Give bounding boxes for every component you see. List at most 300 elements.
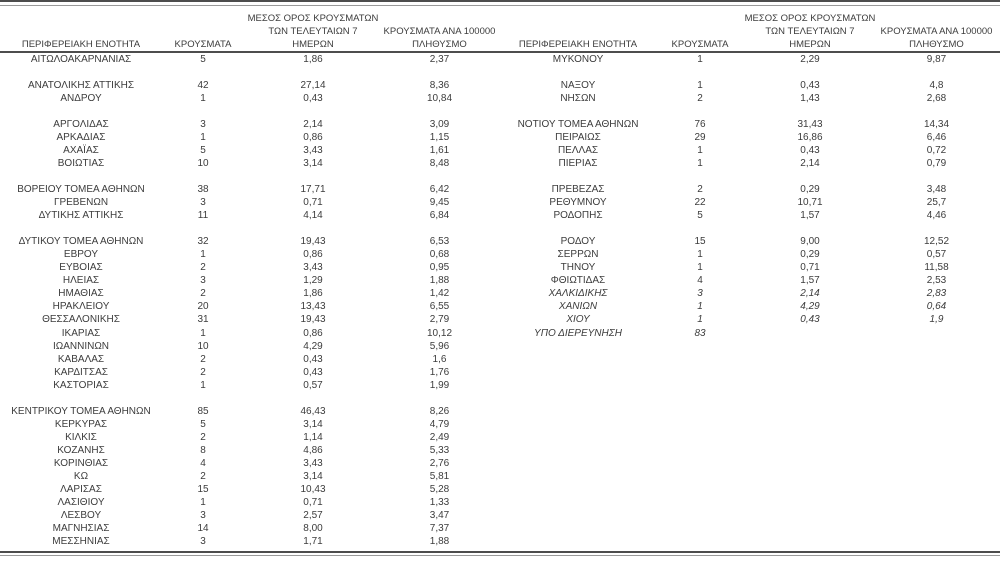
cases-cell: 3 bbox=[200, 275, 206, 287]
avg7-cell: 0,29 bbox=[800, 249, 820, 261]
top-border-dark bbox=[0, 0, 1000, 2]
region-cell: ΕΥΒΟΙΑΣ bbox=[59, 262, 103, 274]
cases-cell: 1 bbox=[200, 497, 206, 509]
region-cell: ΔΥΤΙΚΗΣ ΑΤΤΙΚΗΣ bbox=[38, 210, 124, 222]
region-cell: ΒΟΙΩΤΙΑΣ bbox=[57, 157, 105, 169]
col-header-per100k bbox=[877, 25, 996, 51]
table-row bbox=[2, 118, 499, 131]
table-row bbox=[2, 405, 499, 418]
per100k-cell: 9,87 bbox=[926, 53, 947, 65]
col-header-avg7-line1: ΜΕΣΟΣ ΟΡΟΣ ΚΡΟΥΣΜΑΤΩΝ bbox=[247, 13, 379, 24]
table-row bbox=[2, 183, 499, 196]
cases-cell: 20 bbox=[197, 301, 209, 313]
per100k-cell: 12,52 bbox=[923, 236, 950, 248]
table-row-blank bbox=[499, 353, 996, 366]
cases-table-left bbox=[2, 6, 499, 549]
per100k-cell: 10,12 bbox=[426, 327, 453, 339]
region-cell: ΚΕΝΤΡΙΚΟΥ ΤΟΜΕΑ ΑΘΗΝΩΝ bbox=[11, 405, 151, 417]
region-cell: ΜΥΚΟΝΟΥ bbox=[552, 53, 604, 65]
table-row-blank bbox=[2, 170, 499, 183]
region-cell: ΚΟΡΙΝΘΙΑΣ bbox=[53, 457, 109, 469]
cases-cell: 3 bbox=[200, 197, 206, 209]
per100k-cell: 1,76 bbox=[429, 366, 450, 378]
col-header-avg7-line3: ΗΜΕΡΩΝ bbox=[789, 39, 831, 50]
cases-cell: 1 bbox=[697, 249, 703, 261]
avg7-cell: 3,14 bbox=[303, 157, 323, 169]
avg7-cell: 0,57 bbox=[303, 379, 323, 391]
per100k-cell: 1,15 bbox=[429, 131, 450, 143]
region-cell: ΗΡΑΚΛΕΙΟΥ bbox=[52, 301, 110, 313]
per100k-cell: 3,47 bbox=[429, 510, 450, 522]
per100k-cell: 11,58 bbox=[924, 262, 949, 274]
table-row bbox=[499, 183, 996, 196]
region-cell: ΧΑΛΚΙΔΙΚΗΣ bbox=[548, 288, 608, 300]
table-row bbox=[499, 262, 996, 275]
cases-cell: 1 bbox=[697, 314, 703, 326]
table-row-blank bbox=[2, 66, 499, 79]
region-cell: ΒΟΡΕΙΟΥ ΤΟΜΕΑ ΑΘΗΝΩΝ bbox=[17, 183, 145, 195]
avg7-cell: 0,71 bbox=[800, 262, 820, 274]
cases-cell: 1 bbox=[697, 79, 703, 91]
table-row bbox=[2, 92, 499, 105]
table-row bbox=[499, 288, 996, 301]
region-cell: ΝΟΤΙΟΥ ΤΟΜΕΑ ΑΘΗΝΩΝ bbox=[517, 118, 639, 130]
table-row bbox=[2, 301, 499, 314]
cases-cell: 4 bbox=[697, 275, 703, 287]
table-row bbox=[2, 249, 499, 262]
table-row bbox=[2, 288, 499, 301]
avg7-cell: 0,71 bbox=[303, 197, 323, 209]
avg7-cell: 4,29 bbox=[800, 301, 820, 313]
region-cell: ΡΟΔΟΠΗΣ bbox=[553, 210, 603, 222]
per100k-cell: 1,33 bbox=[429, 497, 450, 509]
cases-cell: 15 bbox=[197, 484, 209, 496]
cases-cell: 2 bbox=[200, 353, 206, 365]
table-row bbox=[499, 314, 996, 327]
table-row bbox=[499, 210, 996, 223]
table-row bbox=[2, 236, 499, 249]
cases-cell: 2 bbox=[697, 92, 703, 104]
col-header-avg7 bbox=[246, 12, 380, 51]
per100k-cell: 4,79 bbox=[429, 418, 450, 430]
cases-cell: 2 bbox=[200, 431, 206, 443]
cases-cell: 3 bbox=[697, 288, 703, 300]
col-header-avg7-line3: ΗΜΕΡΩΝ bbox=[292, 39, 334, 50]
region-cell: ΧΑΝΙΩΝ bbox=[558, 301, 598, 313]
table-row bbox=[2, 262, 499, 275]
table-row-blank bbox=[499, 366, 996, 379]
avg7-cell: 2,14 bbox=[303, 118, 323, 130]
avg7-cell: 3,14 bbox=[303, 418, 323, 430]
table-row bbox=[499, 53, 996, 66]
cases-cell: 14 bbox=[197, 523, 209, 535]
cases-cell: 3 bbox=[200, 536, 206, 548]
per100k-cell: 6,55 bbox=[429, 301, 450, 313]
avg7-cell: 0,43 bbox=[800, 79, 820, 91]
cases-cell: 2 bbox=[200, 288, 206, 300]
per100k-cell: 2,49 bbox=[429, 431, 450, 443]
table-row bbox=[2, 353, 499, 366]
per100k-cell: 6,84 bbox=[429, 210, 450, 222]
per100k-cell: 1,61 bbox=[429, 144, 450, 156]
region-cell: ΑΧΑΪΑΣ bbox=[63, 144, 99, 156]
col-header-per100k bbox=[380, 25, 499, 51]
table-row bbox=[2, 131, 499, 144]
region-cell: ΚΩ bbox=[73, 471, 89, 483]
region-cell: ΧΙΟΥ bbox=[566, 314, 590, 326]
avg7-cell: 0,86 bbox=[303, 131, 323, 143]
avg7-cell: 13,43 bbox=[300, 301, 326, 313]
avg7-cell: 3,43 bbox=[303, 262, 323, 274]
per100k-cell: 6,46 bbox=[926, 131, 947, 143]
region-cell: ΡΕΘΥΜΝΟΥ bbox=[549, 197, 607, 209]
table-row-blank bbox=[499, 66, 996, 79]
cases-cell: 11 bbox=[197, 210, 209, 222]
table-row-blank bbox=[499, 497, 996, 510]
cases-table-right bbox=[499, 6, 996, 549]
table-row bbox=[2, 157, 499, 170]
bottom-border-gray bbox=[0, 555, 1000, 556]
table-row-blank bbox=[499, 340, 996, 353]
cases-cell: 10 bbox=[197, 340, 209, 352]
per100k-cell: 1,88 bbox=[429, 536, 450, 548]
table-row bbox=[499, 118, 996, 131]
table-row-blank bbox=[499, 457, 996, 470]
per100k-cell: 3,48 bbox=[926, 183, 947, 195]
table-row bbox=[499, 236, 996, 249]
avg7-cell: 8,00 bbox=[303, 523, 323, 535]
avg7-cell: 9,00 bbox=[800, 236, 820, 248]
per100k-cell: 4,8 bbox=[929, 79, 944, 91]
region-cell: ΑΝΔΡΟΥ bbox=[60, 92, 102, 104]
avg7-cell: 0,43 bbox=[303, 366, 323, 378]
avg7-cell: 1,57 bbox=[800, 275, 820, 287]
cases-cell: 42 bbox=[197, 79, 209, 91]
table-row bbox=[2, 523, 499, 536]
cases-cell: 3 bbox=[200, 510, 206, 522]
region-cell: ΛΑΣΙΘΙΟΥ bbox=[57, 497, 105, 509]
region-cell: ΚΟΖΑΝΗΣ bbox=[57, 444, 105, 456]
avg7-cell: 4,86 bbox=[303, 444, 323, 456]
cases-cell: 2 bbox=[200, 471, 206, 483]
per100k-cell: 5,28 bbox=[429, 484, 450, 496]
table-row bbox=[2, 197, 499, 210]
table-row bbox=[499, 275, 996, 288]
per100k-cell: 25,7 bbox=[926, 197, 947, 209]
table-row bbox=[2, 379, 499, 392]
table-row bbox=[2, 431, 499, 444]
per100k-cell: 0,57 bbox=[926, 249, 947, 261]
region-cell: ΠΕΛΛΑΣ bbox=[557, 144, 599, 156]
region-cell: ΛΕΣΒΟΥ bbox=[60, 510, 102, 522]
cases-cell: 1 bbox=[697, 262, 703, 274]
region-cell: ΔΥΤΙΚΟΥ ΤΟΜΕΑ ΑΘΗΝΩΝ bbox=[18, 236, 144, 248]
per100k-cell: 0,95 bbox=[429, 262, 450, 274]
table-header bbox=[499, 6, 996, 51]
per100k-cell: 1,6 bbox=[432, 353, 447, 365]
region-cell: ΙΩΑΝΝΙΝΩΝ bbox=[52, 340, 110, 352]
col-header-avg7 bbox=[743, 12, 877, 51]
per100k-cell: 7,37 bbox=[429, 523, 450, 535]
avg7-cell: 0,43 bbox=[303, 353, 323, 365]
cases-cell: 1 bbox=[200, 249, 206, 261]
table-row bbox=[499, 327, 996, 340]
table-row bbox=[2, 53, 499, 66]
avg7-cell: 4,29 bbox=[303, 340, 323, 352]
per100k-cell: 5,33 bbox=[429, 444, 450, 456]
region-cell: ΗΜΑΘΙΑΣ bbox=[58, 288, 104, 300]
avg7-cell: 0,29 bbox=[800, 183, 820, 195]
per100k-cell: 1,9 bbox=[929, 314, 944, 326]
region-cell: ΕΒΡΟΥ bbox=[63, 249, 99, 261]
cases-cell: 1 bbox=[697, 144, 703, 156]
region-cell: ΝΑΞΟΥ bbox=[560, 79, 596, 91]
cases-cell: 29 bbox=[694, 131, 706, 143]
avg7-cell: 1,29 bbox=[303, 275, 323, 287]
avg7-cell: 1,43 bbox=[800, 92, 820, 104]
per100k-cell: 14,34 bbox=[923, 118, 950, 130]
region-cell: ΘΕΣΣΑΛΟΝΙΚΗΣ bbox=[42, 314, 120, 326]
region-cell: ΥΠΟ ΔΙΕΡΕΥΝΗΣΗ bbox=[534, 327, 622, 339]
cases-cell: 3 bbox=[200, 118, 206, 130]
region-cell: ΓΡΕΒΕΝΩΝ bbox=[53, 197, 109, 209]
table-row-blank bbox=[499, 536, 996, 549]
table-row-blank bbox=[499, 405, 996, 418]
avg7-cell: 10,71 bbox=[797, 197, 823, 209]
table-row bbox=[2, 484, 499, 497]
cases-cell: 32 bbox=[197, 236, 209, 248]
table-row-blank bbox=[499, 392, 996, 405]
table-row-blank bbox=[499, 471, 996, 484]
table-row bbox=[2, 510, 499, 523]
table-row-blank bbox=[2, 392, 499, 405]
region-cell: ΚΙΛΚΙΣ bbox=[65, 431, 97, 443]
table-row bbox=[499, 79, 996, 92]
per100k-cell: 3,09 bbox=[429, 118, 450, 130]
per100k-cell: 0,72 bbox=[926, 144, 947, 156]
table-row bbox=[2, 457, 499, 470]
cases-cell: 76 bbox=[694, 118, 706, 130]
table-row-blank bbox=[499, 431, 996, 444]
avg7-cell: 3,43 bbox=[303, 457, 323, 469]
per100k-cell: 2,37 bbox=[429, 53, 450, 65]
cases-cell: 83 bbox=[694, 327, 706, 339]
table-row-blank bbox=[499, 510, 996, 523]
cases-cell: 10 bbox=[197, 157, 209, 169]
cases-cell: 5 bbox=[200, 144, 206, 156]
avg7-cell: 2,14 bbox=[800, 288, 820, 300]
cases-cell: 2 bbox=[200, 366, 206, 378]
table-row bbox=[499, 92, 996, 105]
region-cell: ΣΕΡΡΩΝ bbox=[557, 249, 599, 261]
region-cell: ΡΟΔΟΥ bbox=[560, 236, 596, 248]
cases-cell: 1 bbox=[200, 92, 206, 104]
col-header-per100k-line2: ΠΛΗΘΥΣΜΟ bbox=[412, 39, 467, 50]
avg7-cell: 2,29 bbox=[800, 53, 820, 65]
cases-cell: 38 bbox=[197, 183, 209, 195]
per100k-cell: 6,53 bbox=[429, 236, 450, 248]
col-header-avg7-line2: ΤΩΝ ΤΕΛΕΥΤΑΙΩΝ 7 bbox=[765, 26, 855, 37]
cases-cell: 1 bbox=[697, 157, 703, 169]
cases-cell: 5 bbox=[200, 53, 206, 65]
cases-cell: 2 bbox=[200, 262, 206, 274]
region-cell: ΑΡΚΑΔΙΑΣ bbox=[56, 131, 106, 143]
cases-cell: 15 bbox=[694, 236, 706, 248]
region-cell: ΛΑΡΙΣΑΣ bbox=[60, 484, 102, 496]
table-row bbox=[2, 144, 499, 157]
per100k-cell: 5,81 bbox=[429, 471, 450, 483]
cases-cell: 1 bbox=[200, 131, 206, 143]
table-body bbox=[2, 53, 499, 549]
col-header-avg7-line1: ΜΕΣΟΣ ΟΡΟΣ ΚΡΟΥΣΜΑΤΩΝ bbox=[744, 13, 876, 24]
table-row bbox=[2, 366, 499, 379]
region-cell: ΦΘΙΩΤΙΔΑΣ bbox=[550, 275, 606, 287]
per100k-cell: 1,99 bbox=[429, 379, 450, 391]
table-row-blank bbox=[499, 379, 996, 392]
table-row-blank bbox=[499, 105, 996, 118]
avg7-cell: 0,86 bbox=[303, 249, 323, 261]
region-cell: ΑΙΤΩΛΟΑΚΑΡΝΑΝΙΑΣ bbox=[30, 53, 132, 65]
table-row bbox=[2, 314, 499, 327]
avg7-cell: 46,43 bbox=[300, 405, 326, 417]
table-header bbox=[2, 6, 499, 51]
col-header-per100k-line1: ΚΡΟΥΣΜΑΤΑ ΑΝΑ 100000 bbox=[383, 26, 496, 37]
region-cell: ΚΑΡΔΙΤΣΑΣ bbox=[54, 366, 108, 378]
table-row bbox=[2, 536, 499, 549]
per100k-cell: 2,76 bbox=[429, 457, 450, 469]
region-cell: ΝΗΣΩΝ bbox=[560, 92, 596, 104]
avg7-cell: 0,71 bbox=[303, 497, 323, 509]
avg7-cell: 0,43 bbox=[800, 144, 820, 156]
table-row bbox=[499, 197, 996, 210]
per100k-cell: 0,64 bbox=[926, 301, 947, 313]
avg7-cell: 1,86 bbox=[303, 53, 323, 65]
col-header-region: ΠΕΡΙΦΕΡΕΙΑΚΗ ΕΝΟΤΗΤΑ bbox=[21, 39, 141, 50]
table-row bbox=[499, 157, 996, 170]
table-row bbox=[499, 131, 996, 144]
cases-cell: 1 bbox=[697, 53, 703, 65]
table-row bbox=[2, 79, 499, 92]
col-header-cases: ΚΡΟΥΣΜΑΤΑ bbox=[671, 39, 729, 50]
cases-cell: 1 bbox=[697, 301, 703, 313]
per100k-cell: 10,84 bbox=[426, 92, 453, 104]
cases-cell: 85 bbox=[197, 405, 209, 417]
table-row bbox=[499, 144, 996, 157]
region-cell: ΑΡΓΟΛΙΔΑΣ bbox=[53, 118, 109, 130]
per100k-cell: 8,36 bbox=[429, 79, 450, 91]
per100k-cell: 4,46 bbox=[926, 210, 947, 222]
table-row-blank bbox=[499, 444, 996, 457]
avg7-cell: 16,86 bbox=[797, 131, 823, 143]
region-cell: ΤΗΝΟΥ bbox=[560, 262, 596, 274]
table-row bbox=[2, 497, 499, 510]
table-row-blank bbox=[499, 223, 996, 236]
per100k-cell: 5,96 bbox=[429, 340, 450, 352]
table-row bbox=[2, 471, 499, 484]
table-row-blank bbox=[499, 523, 996, 536]
per100k-cell: 1,88 bbox=[429, 275, 450, 287]
region-cell: ΠΕΙΡΑΙΩΣ bbox=[555, 131, 601, 143]
table-row bbox=[2, 340, 499, 353]
col-header-region: ΠΕΡΙΦΕΡΕΙΑΚΗ ΕΝΟΤΗΤΑ bbox=[518, 39, 638, 50]
region-cell: ΑΝΑΤΟΛΙΚΗΣ ΑΤΤΙΚΗΣ bbox=[27, 79, 135, 91]
per100k-cell: 8,26 bbox=[429, 405, 450, 417]
avg7-cell: 1,71 bbox=[303, 536, 323, 548]
per100k-cell: 2,53 bbox=[926, 275, 947, 287]
avg7-cell: 2,14 bbox=[800, 157, 820, 169]
per100k-cell: 2,79 bbox=[429, 314, 450, 326]
cases-cell: 1 bbox=[200, 327, 206, 339]
per100k-cell: 0,79 bbox=[926, 157, 947, 169]
avg7-cell: 31,43 bbox=[797, 118, 823, 130]
region-cell: ΚΑΒΑΛΑΣ bbox=[57, 353, 105, 365]
cases-cell: 5 bbox=[697, 210, 703, 222]
cases-cell: 2 bbox=[697, 183, 703, 195]
table-row-blank bbox=[499, 418, 996, 431]
bottom-border-dark bbox=[0, 551, 1000, 553]
col-header-avg7-line2: ΤΩΝ ΤΕΛΕΥΤΑΙΩΝ 7 bbox=[268, 26, 358, 37]
col-header-per100k-line2: ΠΛΗΘΥΣΜΟ bbox=[909, 39, 964, 50]
cases-cell: 22 bbox=[694, 197, 706, 209]
table-row bbox=[2, 418, 499, 431]
col-header-per100k-line1: ΚΡΟΥΣΜΑΤΑ ΑΝΑ 100000 bbox=[880, 26, 993, 37]
region-cell: ΗΛΕΙΑΣ bbox=[62, 275, 100, 287]
table-body bbox=[499, 53, 996, 549]
avg7-cell: 2,57 bbox=[303, 510, 323, 522]
avg7-cell: 19,43 bbox=[300, 314, 326, 326]
avg7-cell: 3,43 bbox=[303, 144, 323, 156]
avg7-cell: 0,43 bbox=[303, 92, 323, 104]
cases-cell: 8 bbox=[200, 444, 206, 456]
region-cell: ΜΑΓΝΗΣΙΑΣ bbox=[52, 523, 110, 535]
table-row bbox=[499, 249, 996, 262]
avg7-cell: 17,71 bbox=[300, 183, 326, 195]
table-row bbox=[2, 210, 499, 223]
avg7-cell: 10,43 bbox=[300, 484, 326, 496]
avg7-cell: 1,57 bbox=[800, 210, 820, 222]
per100k-cell: 8,48 bbox=[429, 157, 450, 169]
region-cell: ΠΙΕΡΙΑΣ bbox=[558, 157, 598, 169]
table-row-blank bbox=[499, 170, 996, 183]
region-cell: ΚΕΡΚΥΡΑΣ bbox=[54, 418, 108, 430]
table-row bbox=[2, 444, 499, 457]
avg7-cell: 1,14 bbox=[303, 431, 323, 443]
region-cell: ΠΡΕΒΕΖΑΣ bbox=[551, 183, 605, 195]
per100k-cell: 9,45 bbox=[429, 197, 450, 209]
cases-cell: 5 bbox=[200, 418, 206, 430]
cases-cell: 31 bbox=[197, 314, 209, 326]
avg7-cell: 0,86 bbox=[303, 327, 323, 339]
region-cell: ΚΑΣΤΟΡΙΑΣ bbox=[53, 379, 109, 391]
cases-cell: 4 bbox=[200, 457, 206, 469]
cases-cell: 1 bbox=[200, 379, 206, 391]
per100k-cell: 6,42 bbox=[429, 183, 450, 195]
per100k-cell: 1,42 bbox=[429, 288, 450, 300]
header-divider-line bbox=[0, 51, 1000, 53]
table-row bbox=[499, 301, 996, 314]
region-cell: ΙΚΑΡΙΑΣ bbox=[61, 327, 101, 339]
table-row-blank bbox=[2, 223, 499, 236]
table-row bbox=[2, 327, 499, 340]
table-row-blank bbox=[499, 484, 996, 497]
avg7-cell: 19,43 bbox=[300, 236, 326, 248]
region-cell: ΜΕΣΣΗΝΙΑΣ bbox=[52, 536, 110, 548]
per100k-cell: 2,68 bbox=[926, 92, 947, 104]
avg7-cell: 4,14 bbox=[303, 210, 323, 222]
avg7-cell: 27,14 bbox=[300, 79, 326, 91]
col-header-cases: ΚΡΟΥΣΜΑΤΑ bbox=[174, 39, 232, 50]
avg7-cell: 0,43 bbox=[800, 314, 820, 326]
